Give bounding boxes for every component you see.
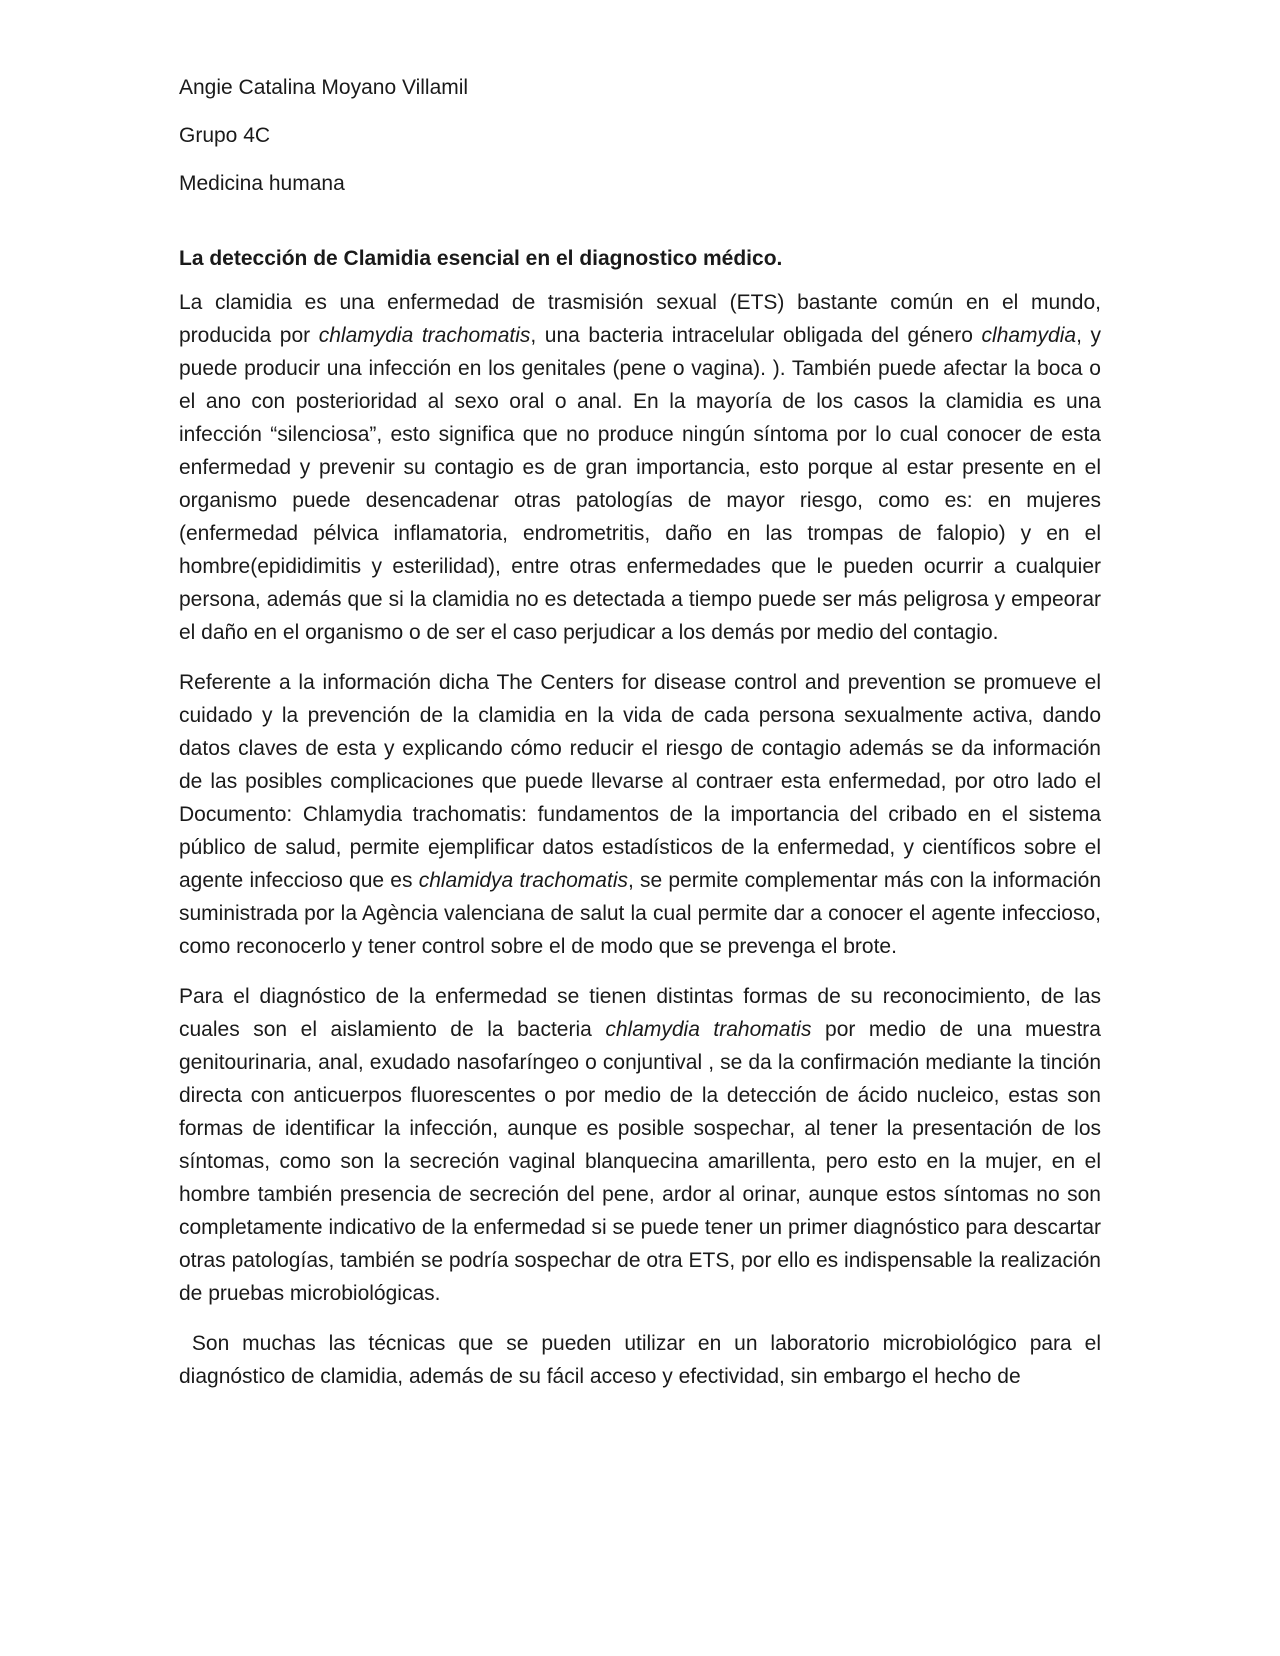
paragraph-1-italic-b: chlamydia trachomatis <box>318 324 531 347</box>
paragraph-2-italic-b: chlamidya trachomatis <box>418 869 628 892</box>
group-label: Grupo 4C <box>179 124 271 147</box>
author-name: Angie Catalina Moyano Villamil <box>179 76 469 99</box>
paragraph-1-text-a: La clamidia es una enfermedad de trasmisión sexual (ETS) bastante común en el mundo, producida por <box>179 291 1101 347</box>
document-body <box>179 72 1107 1410</box>
paragraph-3-text-a: Para el diagnóstico de la enfermedad se tienen distintas formas de su reconocimiento, de las cuales son el aislamiento de la bacteria <box>179 985 1101 1041</box>
paragraph-4 <box>179 1327 1107 1393</box>
paragraph-2 <box>179 666 1101 963</box>
paragraph-2-text-a: Referente a la información dicha The Centers for disease control and prevention se promueve el cuidado y la prevención de la clamidia en la vida de cada persona sexualmente activa, dando datos claves de esta y explicando cómo reducir el riesgo de contagio además se da información de las posibles complicaciones que puede llevarse al contraer esta enfermedad, por otro lado el Documento: Chlamydia trachomatis: fundamentos de la importancia del cribado en el sistema público de salud, permite ejemplificar datos estadísticos de la enfermedad, y científicos sobre el agente infeccioso que es <box>179 671 1101 892</box>
document-title: La detección de Clamidia esencial en el diagnostico médico. <box>179 247 783 270</box>
paragraph-1-text-e: , y puede producir una infección en los genitales (pene o vagina). ). También puede afectar la boca o el ano con posterioridad al sexo oral o anal. En la mayoría de los casos la clamidia es una infección “silenciosa”, esto significa que no produce ningún síntoma por lo cual conocer de esta enfermedad y prevenir su contagio es de gran importancia, esto porque al estar presente en el organismo puede desencadenar otras patologías de mayor riesgo, como es: en mujeres (enfermedad pélvica inflamatoria, endrometritis, daño en las trompas de falopio) y en el hombre(epididimitis y esterilidad), entre otras enfermedades que le pueden ocurrir a cualquier persona, además que si la clamidia no es detectada a tiempo puede ser más peligrosa y empeorar el daño en el organismo o de ser el caso perjudicar a los demás por medio del contagio. <box>179 324 1101 644</box>
paragraph-1-text-c: , una bacteria intracelular obligada del género <box>530 324 982 347</box>
paragraph-4-text-a: Son muchas las técnicas que se pueden utilizar en un laboratorio microbiológico para el diagnóstico de clamidia, además de su fácil acceso y efectividad, sin embargo el hecho de <box>179 1332 1107 1388</box>
paragraph-3-italic-b: chlamydia trahomatis <box>605 1018 812 1041</box>
paragraph-1 <box>179 286 1101 649</box>
program-label: Medicina humana <box>179 172 345 195</box>
paragraph-3-text-c: por medio de una muestra genitourinaria, anal, exudado nasofaríngeo o conjuntival , se da la confirmación mediante la tinción directa con anticuerpos fluorescentes o por medio de la detección de ácido nucleico, estas son formas de identificar la infección, aunque es posible sospechar, al tener la presentación de los síntomas, como son la secreción vaginal blanquecina amarillenta, pero esto en la mujer, en el hombre también presencia de secreción del pene, ardor al orinar, aunque estos síntomas no son completamente indicativo de la enfermedad si se puede tener un primer diagnóstico para descartar otras patologías, también se podría sospechar de otra ETS, por ello es indispensable la realización de pruebas microbiológicas. <box>179 1018 1101 1305</box>
paragraph-2-text-c: , se permite complementar más con la información suministrada por la Agència valenciana de salut la cual permite dar a conocer el agente infeccioso, como reconocerlo y tener control sobre el de modo que se prevenga el brote. <box>179 869 1101 958</box>
paragraph-1-italic-d: clhamydia <box>981 324 1077 347</box>
paragraph-3 <box>179 980 1101 1310</box>
